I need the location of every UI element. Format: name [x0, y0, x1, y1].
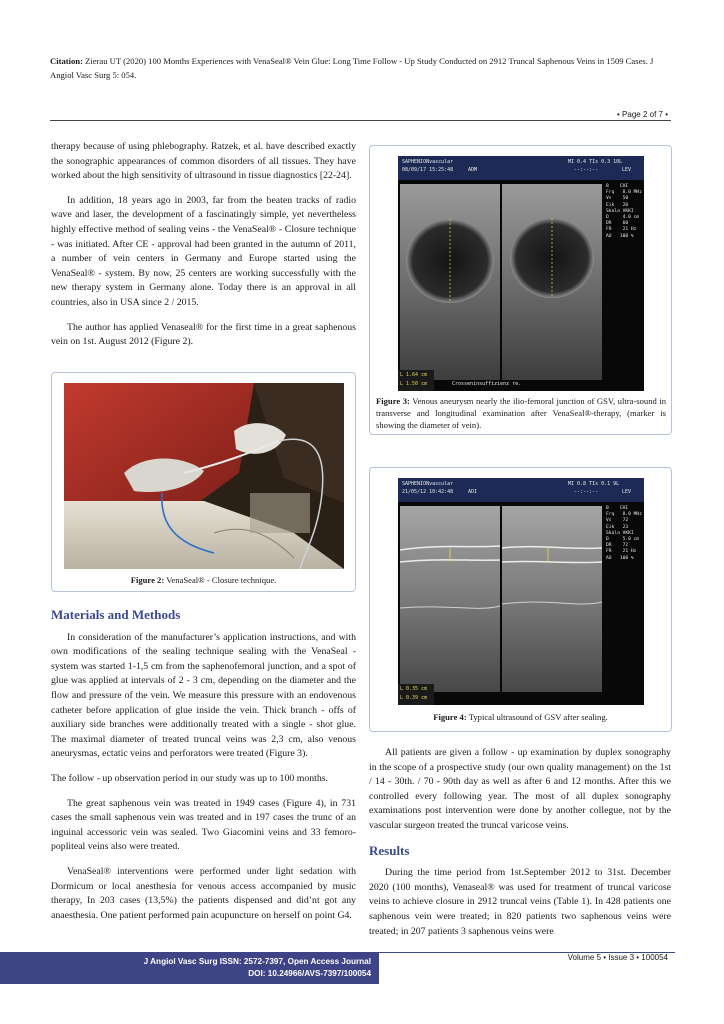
us-operator: ADI — [468, 489, 478, 495]
us-measure-1: L 1.64 cm — [400, 372, 428, 378]
paragraph: The author has applied Venaseal® for the first time in a great saphenous vein on 1st. August 2012 (Figure 2). — [51, 321, 356, 348]
citation-label: Citation: — [50, 56, 83, 66]
closure-technique-illustration — [64, 383, 344, 569]
footer-journal: J Angiol Vasc Surg ISSN: 2572-7397, Open Access Journal — [143, 957, 371, 966]
section-heading-results: Results — [369, 842, 410, 858]
left-column-top — [51, 140, 356, 360]
figure-2-caption-text: VenaSeal® - Closure technique. — [164, 575, 277, 585]
footer-volume: Volume 5 • Issue 3 • 100054 — [567, 953, 668, 962]
paragraph: In addition, 18 years ago in 2003, far from the beaten tracks of radio wave and laser, the development of a fascinatingly simple, yet nevertheless highly effective method of sealing veins - the VenaSeal® - Closure technique - was initiated. After CE - approval had been granted in the autumn of 2011, a number of vein centers in Germany and Europe started using the VenaSeal® - system. By now, 25 centers are working successfully with the new therapy system in Germany alone. Today there is an approval in all countries, also in USA since 2 / 2015. — [51, 194, 356, 308]
us-params: B CHI Frq 8.0 MHz Vs 72 Eik 23 Skala VKKI D 5.0 cm DR 72 FR 21 Hz AO 100 % — [606, 506, 642, 561]
paragraph: The follow - up observation period in our study was up to 100 months. — [51, 772, 329, 784]
figure-4-caption-text: Typical ultrasound of GSV after sealing. — [466, 712, 608, 722]
section-heading-materials-methods: Materials and Methods — [51, 607, 181, 622]
us-mi: MI 0.4 TIs 0.3 10L — [568, 159, 623, 165]
ultrasound-image-gsv — [398, 478, 644, 705]
ultrasound-image-aneurysm — [398, 156, 644, 391]
paragraph: therapy because of using phlebography. Ratzek, et al. have described exactly the sonographic appearances of common disorders of all tissues. They have worked about the high sensitivity of ultrasound in tissue diagnostics [22-24]. — [51, 141, 356, 182]
figure-3-caption-text: Venous aneurysm nearly the ilio-femoral junction of GSV, ultra-sound in transverse and longitudinal examination after VenaSeal®-therapy, (marker is showing the diameter of vein). — [376, 396, 667, 430]
paragraph: In consideration of the manufacturer’s application instructions, and with own modifications of the sealing technique sealing with the VenaSeal - system was started 1-1,5 cm from the saphenofemoral junction, and a spot of glue was applied at intervals of 2 - 3 cm, depending on the diameter and the flow and pressure of the vein. We measure this pressure with an endovenous catheter before application of glue inside the vein. Thick branch - offs of auxiliary side branches were additionally treated with a single - shot glue. The maximal diameter of treated truncal veins was 2,3 cm, also venous aneurysmas, ectatic veins and perforators were treated (Figure 3). — [51, 631, 356, 760]
paragraph: During the time period from 1st.September 2012 to 31st. December 2020 (100 months), Venaseal® was used for treatment of truncal varicose veins to achieve closure in 2912 truncal veins (Table 1). In 428 patients one saphenous vein were treated; in 820 patients two saphenous veins were treated; in 207 patients 3 saphenous veins were — [369, 867, 671, 937]
right-column-bottom — [369, 746, 671, 949]
page-number: • Page 2 of 7 • — [617, 110, 668, 119]
footer-doi: DOI: 10.24966/AVS-7397/100054 — [248, 969, 371, 978]
citation — [50, 54, 676, 82]
us-params: B CHI Frq 8.0 MHz Vs 50 Eik 20 Skala VKKI D 4.0 cm DR 60 FR 21 Hz AO 100 % — [606, 184, 642, 239]
footer-band — [0, 952, 379, 984]
figure-4-label: Figure 4: — [433, 712, 467, 722]
figure-2-caption — [52, 574, 355, 586]
us-mi: MI 0.8 TIs 0.1 9L — [568, 481, 620, 487]
us-footer-note: Crosseninsuffizienz re. — [452, 381, 522, 387]
us-measure-2: L 1.50 cm — [400, 381, 428, 387]
left-column-bottom — [51, 608, 356, 933]
figure-3 — [369, 145, 672, 435]
us-datetime: 21/05/12 10:42:48 — [402, 489, 454, 495]
citation-text: Zierau UT (2020) 100 Months Experiences with VenaSeal® Vein Glue: Long Time Follow - Up Study Conducted on 2912 Truncal Saphenous Veins in 1509 Cases. J Angiol Vasc Surg 5: 054. — [50, 56, 654, 80]
us-mode: --:--:-- — [574, 489, 599, 495]
us-brand: SAPHENIONvascular — [402, 159, 454, 165]
us-preset: LEV — [622, 167, 632, 173]
paragraph: The great saphenous vein was treated in 1949 cases (Figure 4), in 731 cases the small saphenous vein was treated and in 197 cases the trunc of an inguinal accessoric vein was sealed. Two Giacomini veins and 33 femoro-popliteal veins also were treated. — [51, 797, 356, 853]
us-preset: LEV — [622, 489, 632, 495]
paragraph: VenaSeal® interventions were performed under light sedation with Dormicum or local anesthesia for venous access accompanied by music therapy, In 203 cases (13,5%) the patients dispensed and did’nt got any anaesthesia. One patient performed pain acupuncture on herself on point G4. — [51, 865, 356, 921]
us-mode: --:--:-- — [574, 167, 599, 173]
us-operator: ADM — [468, 167, 478, 173]
figure-2 — [51, 372, 356, 592]
figure-2-label: Figure 2: — [130, 575, 165, 585]
figure-4 — [369, 467, 672, 732]
figure-3-caption — [376, 395, 666, 431]
us-measure-2: L 0.39 cm — [400, 695, 428, 701]
header-divider — [50, 120, 671, 121]
figure-3-label: Figure 3: — [376, 396, 410, 406]
us-measure-1: L 0.35 cm — [400, 686, 428, 692]
paragraph: All patients are given a follow - up examination by duplex sonography in the scope of a prospective study (our own quality management) on the 1st / 14 - 30th. / 70 - 90th day as well as after 6 and 12 months. After this we controlled every following year. The most of all duplex sonography examinations post intervention were done by another collegue, not by the vascular surgeon treated the truncal varicose veins. — [369, 747, 671, 831]
closure-technique-photo — [64, 383, 344, 569]
us-brand: SAPHENIONvascular — [402, 481, 454, 487]
us-datetime: 08/09/17 15:25:48 — [402, 167, 454, 173]
figure-4-caption — [370, 711, 671, 723]
